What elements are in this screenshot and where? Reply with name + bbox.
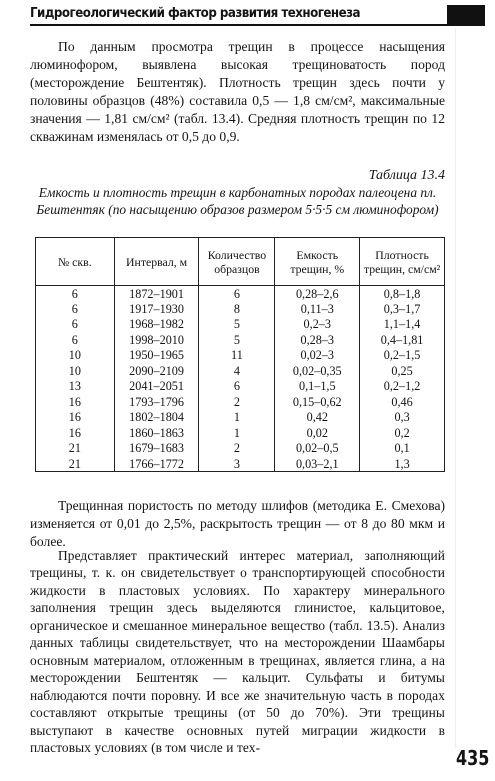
table-row <box>36 425 445 441</box>
cell-samples: 8 <box>199 301 275 317</box>
cell-samples: 3 <box>199 456 275 472</box>
table-row <box>36 379 445 395</box>
cell-density: 0,1 <box>360 441 445 457</box>
cell-samples: 4 <box>199 363 275 379</box>
col-header-interval: Интервал, м <box>114 238 199 286</box>
cell-capacity: 0,11–3 <box>275 301 360 317</box>
running-header <box>30 4 485 26</box>
cell-well: 16 <box>36 410 115 426</box>
table-number: Таблица 13.4 <box>368 168 445 183</box>
cell-density: 0,4–1,81 <box>360 332 445 348</box>
cell-capacity: 0,28–2,6 <box>275 286 360 302</box>
cell-interval: 1872–1901 <box>114 286 199 302</box>
cell-interval: 1802–1804 <box>114 410 199 426</box>
cell-density: 0,25 <box>360 363 445 379</box>
col-header-samples: Количество образцов <box>199 238 275 286</box>
cell-well: 13 <box>36 379 115 395</box>
cell-capacity: 0,2–3 <box>275 317 360 333</box>
cell-well: 10 <box>36 363 115 379</box>
cell-interval: 1860–1863 <box>114 425 199 441</box>
cell-capacity: 0,28–3 <box>275 332 360 348</box>
cell-samples: 2 <box>199 394 275 410</box>
header-black-block <box>447 5 485 24</box>
table-row <box>36 456 445 472</box>
cell-density: 0,8–1,8 <box>360 286 445 302</box>
cell-density: 1,3 <box>360 456 445 472</box>
cell-capacity: 0,02 <box>275 425 360 441</box>
cell-density: 0,3–1,7 <box>360 301 445 317</box>
col-header-well: № скв. <box>36 238 115 286</box>
cell-interval: 1998–2010 <box>114 332 199 348</box>
cell-density: 1,1–1,4 <box>360 317 445 333</box>
cell-interval: 1766–1772 <box>114 456 199 472</box>
cell-interval: 1679–1683 <box>114 441 199 457</box>
cell-density: 0,46 <box>360 394 445 410</box>
paragraph-fill-material: Представляет практический интерес материал, заполняющий трещины, т. к. он свидетельствует о транспортирующей способности жидкости в пластовых условиях. По характеру минерального заполнения трещин здесь выделяются глинистое, кальцитовое, органическое и смешанное минеральное вещество (табл. 13.5). Анализ данных таблицы свидетельствует, что на месторождении Шаамбары основным материалом, отложенным в трещинах, является глина, а на месторождении Бештентяк — кальцит. Сульфаты и битумы наблюдаются почти поровну. И все же значительную часть в породах составляют открытые трещины (от 50 до 70%). Эти трещины выступают в качестве основных путей миграции жидкости в пластовых условиях (в том числе и тех- <box>30 548 445 755</box>
cell-samples: 11 <box>199 348 275 364</box>
running-header-title: Гидрогеологический фактор развития техногенеза <box>30 5 361 21</box>
cell-interval: 1950–1965 <box>114 348 199 364</box>
cell-samples: 5 <box>199 317 275 333</box>
cell-well: 16 <box>36 394 115 410</box>
cell-samples: 2 <box>199 441 275 457</box>
cell-capacity: 0,02–0,5 <box>275 441 360 457</box>
col-header-capacity: Емкость трещин, % <box>275 238 360 286</box>
cell-density: 0,2–1,5 <box>360 348 445 364</box>
paragraph-porosity: Трещинная пористость по методу шлифов (методика Е. Смехова) изменяется от 0,01 до 2,5%, раскрытость трещин — от 8 до 80 мкм и более. <box>30 498 445 549</box>
cell-capacity: 0,02–0,35 <box>275 363 360 379</box>
cell-interval: 1968–1982 <box>114 317 199 333</box>
page-number: 435 <box>456 746 490 770</box>
cell-well: 6 <box>36 332 115 348</box>
cell-samples: 1 <box>199 410 275 426</box>
table-row <box>36 317 445 333</box>
cell-capacity: 0,42 <box>275 410 360 426</box>
cell-interval: 1793–1796 <box>114 394 199 410</box>
cell-well: 10 <box>36 348 115 364</box>
cell-density: 0,2–1,2 <box>360 379 445 395</box>
cell-capacity: 0,02–3 <box>275 348 360 364</box>
cell-well: 6 <box>36 286 115 302</box>
cell-capacity: 0,1–1,5 <box>275 379 360 395</box>
table-row <box>36 394 445 410</box>
cell-samples: 6 <box>199 286 275 302</box>
paragraph-intro: По данным просмотра трещин в процессе насыщения люминофором, выявлена высокая трещиноватость пород (месторождение Бештентяк). Плотность трещин здесь почти у половины образцов (48%) составила 0,5 — 1,8 см/см², максимальные значения — 1,81 см/см² (табл. 13.4). Средняя плотность трещин по 12 скважинам изменялась от 0,5 до 0,9. <box>30 39 445 144</box>
cell-density: 0,2 <box>360 425 445 441</box>
cell-samples: 5 <box>199 332 275 348</box>
fracture-table <box>35 237 445 472</box>
table-header-row <box>36 238 445 286</box>
cell-capacity: 0,03–2,1 <box>275 456 360 472</box>
cell-interval: 2090–2109 <box>114 363 199 379</box>
table-row <box>36 301 445 317</box>
table-row <box>36 410 445 426</box>
cell-capacity: 0,15–0,62 <box>275 394 360 410</box>
cell-interval: 2041–2051 <box>114 379 199 395</box>
cell-well: 21 <box>36 456 115 472</box>
cell-well: 21 <box>36 441 115 457</box>
cell-well: 6 <box>36 317 115 333</box>
cell-well: 6 <box>36 301 115 317</box>
margin-rule <box>455 28 456 748</box>
table-row <box>36 286 445 302</box>
cell-samples: 1 <box>199 425 275 441</box>
cell-interval: 1917–1930 <box>114 301 199 317</box>
table-row <box>36 348 445 364</box>
cell-density: 0,3 <box>360 410 445 426</box>
col-header-density: Плотность трещин, см/см² <box>360 238 445 286</box>
cell-samples: 6 <box>199 379 275 395</box>
table-row <box>36 363 445 379</box>
table-row <box>36 441 445 457</box>
table-row <box>36 332 445 348</box>
cell-well: 16 <box>36 425 115 441</box>
table-title: Емкость и плотность трещин в карбонатных породах палеоцена пл. Бештентяк (по насыщению образов размером 5·5·5 см люминофором) <box>36 185 439 217</box>
